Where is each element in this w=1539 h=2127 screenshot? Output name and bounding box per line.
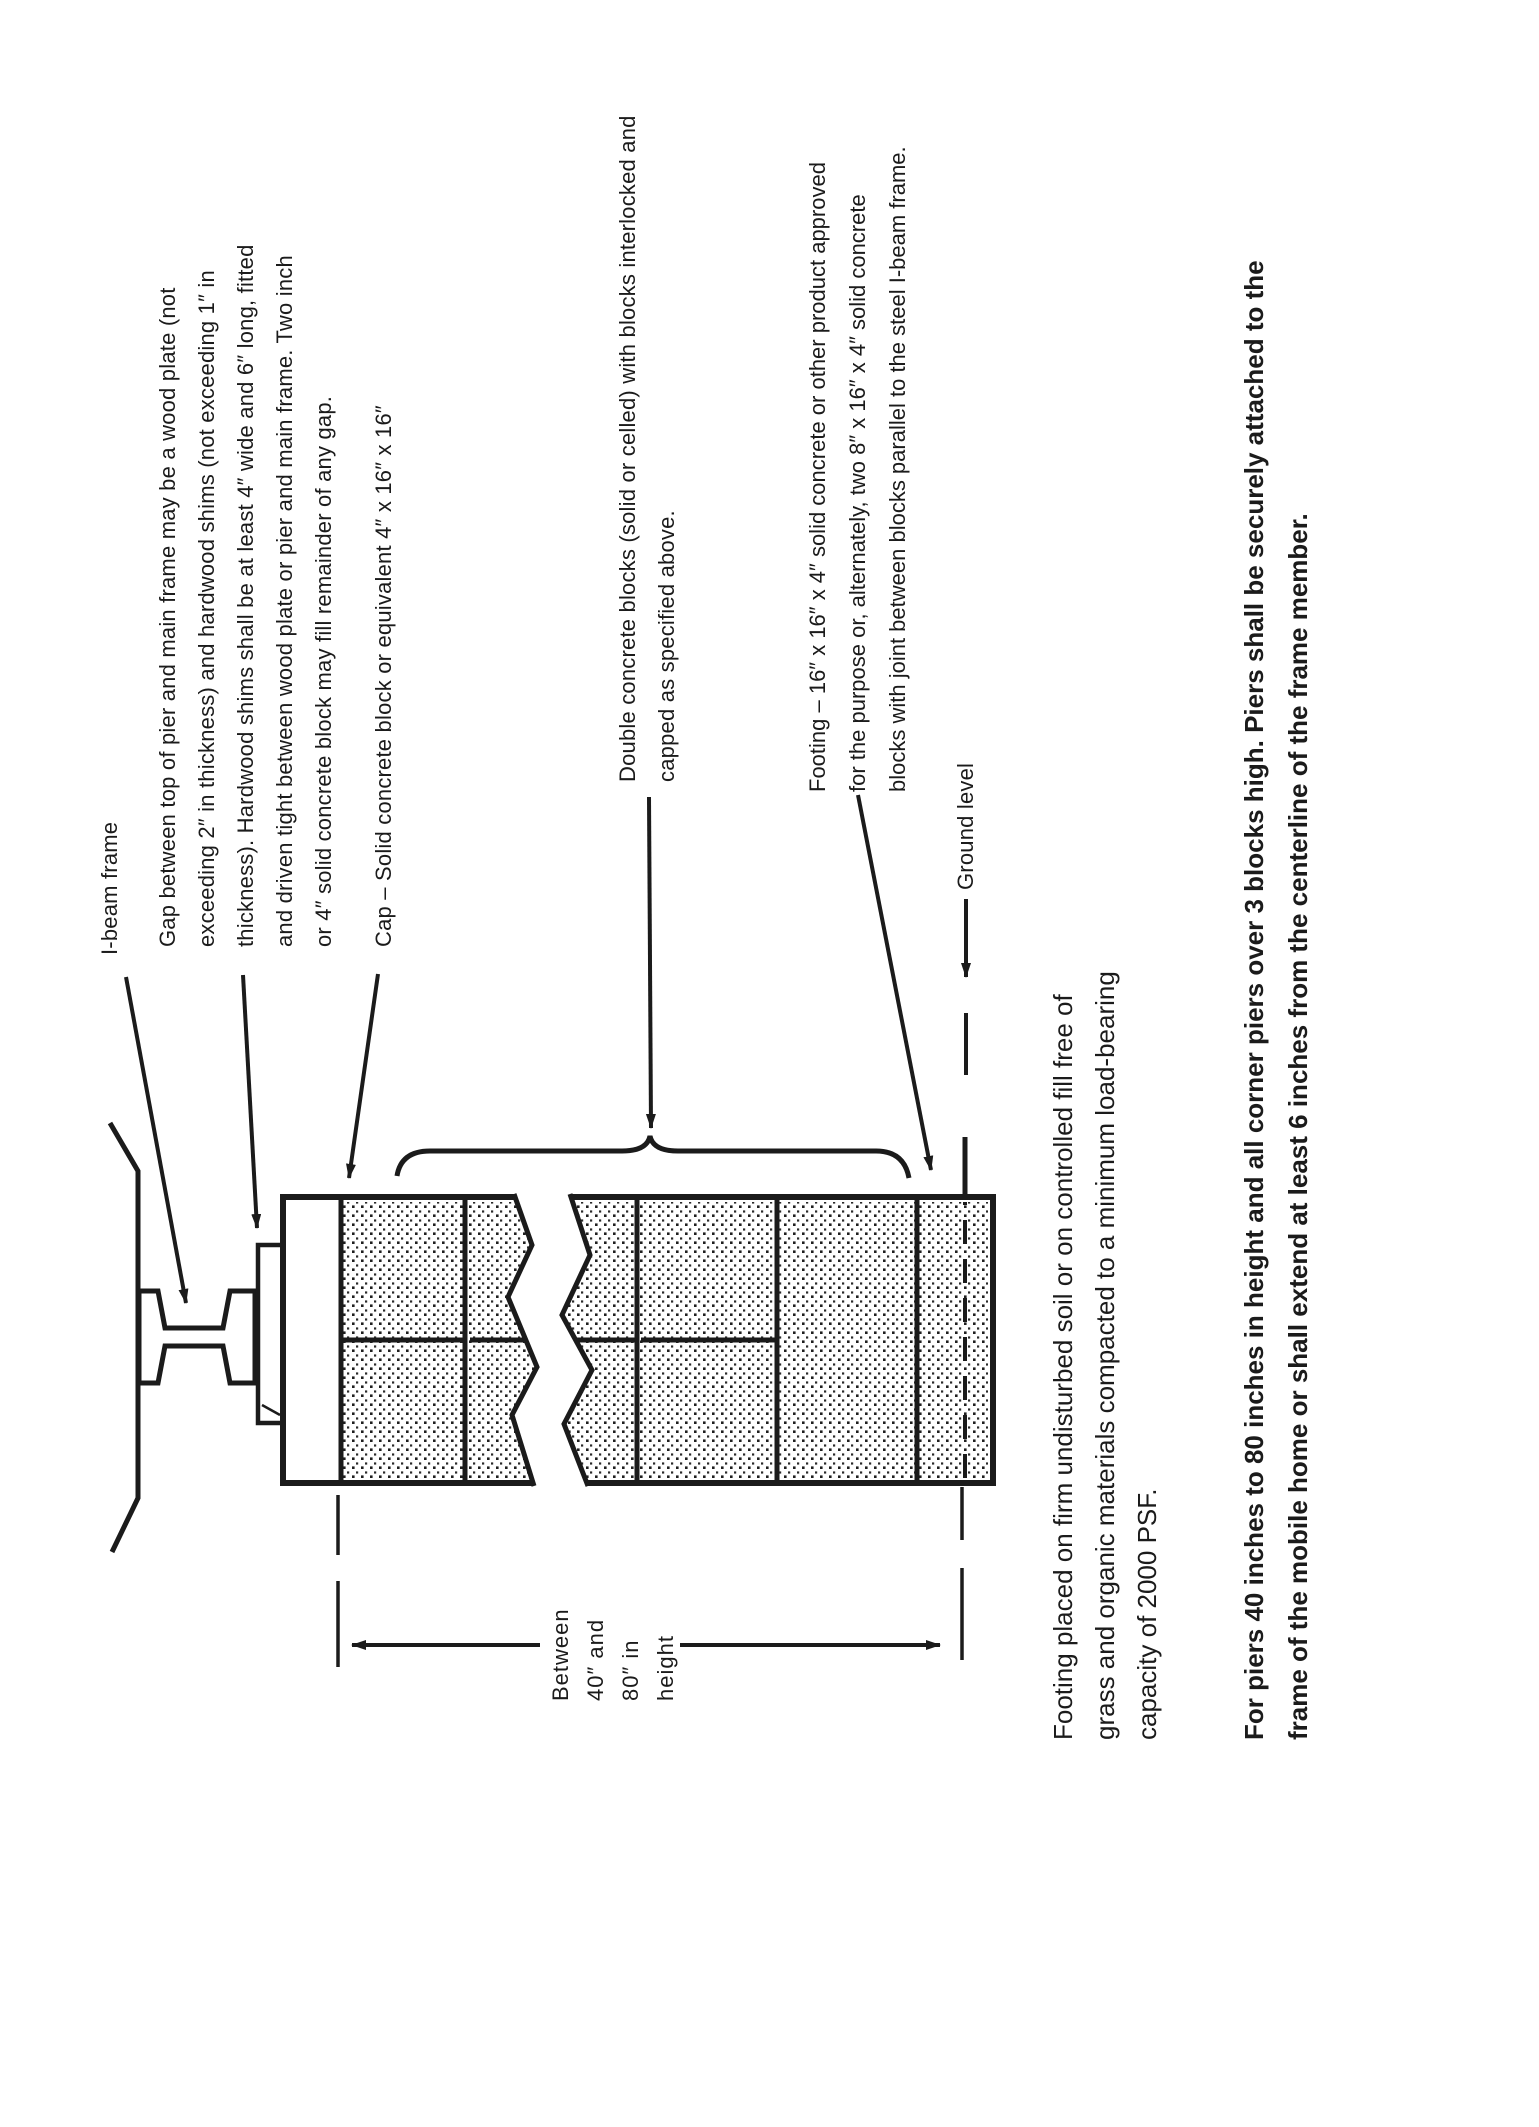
double-blocks-line: Double concrete blocks (solid or celled) with blocks interlocked and: [615, 115, 640, 782]
gap-leader-arrow: [243, 975, 257, 1228]
footing-placement-line: Footing placed on firm undisturbed soil or on controlled fill free of: [1048, 994, 1078, 1740]
cap-leader-arrow: [349, 974, 378, 1178]
ground-level-line: [965, 899, 966, 1478]
double-blocks-line: capped as specified above.: [654, 510, 679, 782]
gap-note-line: thickness). Hardwood shims shall be at least 4″ wide and 6″ long, fitted: [233, 244, 258, 947]
gap-note-line: Gap between top of pier and main frame may be a wood plate (not: [155, 287, 180, 947]
double-blocks-leader-arrow: [649, 797, 651, 1128]
blocks-brace: [397, 1136, 909, 1178]
gap-note-line: and driven tight between wood plate or pier and main frame. Two inch: [272, 255, 297, 947]
footing-placement-line: capacity of 2000 PSF.: [1132, 1488, 1162, 1740]
i-beam-icon: [139, 1291, 255, 1383]
ibeam-leader-arrow: [126, 977, 186, 1303]
height-dimension-label: [543, 1608, 683, 1701]
footing-note-line: for the purpose or, alternately, two 8″ x 16″ x 4″ solid concrete: [845, 194, 870, 792]
double-blocks-note: [608, 115, 686, 782]
footing-placement-line: grass and organic materials compacted to a minimum load-bearing: [1090, 971, 1120, 1740]
gap-note: [148, 244, 343, 947]
height-dimension-line: 40″ and: [583, 1618, 608, 1701]
pier-rule-line: frame of the mobile home or shall extend at least 6 inches from the centerline of the frame member.: [1283, 513, 1313, 1740]
ibeam-frame-label: I-beam frame: [97, 821, 122, 955]
footing-note-line: Footing – 16″ x 16″ x 4″ solid concrete or other product approved: [805, 162, 830, 792]
gap-note-line: or 4″ solid concrete block may fill remainder of any gap.: [311, 395, 336, 947]
pier-rule-note: [1232, 260, 1320, 1740]
footing-placement-note: [1042, 971, 1168, 1740]
cap-note: Cap – Solid concrete block or equivalent 4″ x 16″ x 16″: [371, 405, 396, 947]
footing-leader-arrow: [858, 795, 931, 1170]
pier-blocks: [283, 1194, 993, 1486]
pier-rule-line: For piers 40 inches to 80 inches in height and all corner piers over 3 blocks high. Piers shall be securely attached to the: [1239, 260, 1269, 1740]
height-dimension-line: Between: [548, 1608, 573, 1701]
height-dimension-line: 80″ in: [618, 1639, 643, 1701]
gap-note-line: exceeding 2″ in thickness) and hardwood shims (not exceeding 1″ in: [194, 270, 219, 947]
height-dimension-line: height: [653, 1635, 678, 1701]
footing-note-line: blocks with joint between blocks parallel to the steel I-beam frame.: [885, 146, 910, 792]
main-frame-outline: [110, 1123, 138, 1552]
footing-note: [798, 146, 918, 792]
ground-level-label: Ground level: [953, 762, 978, 890]
